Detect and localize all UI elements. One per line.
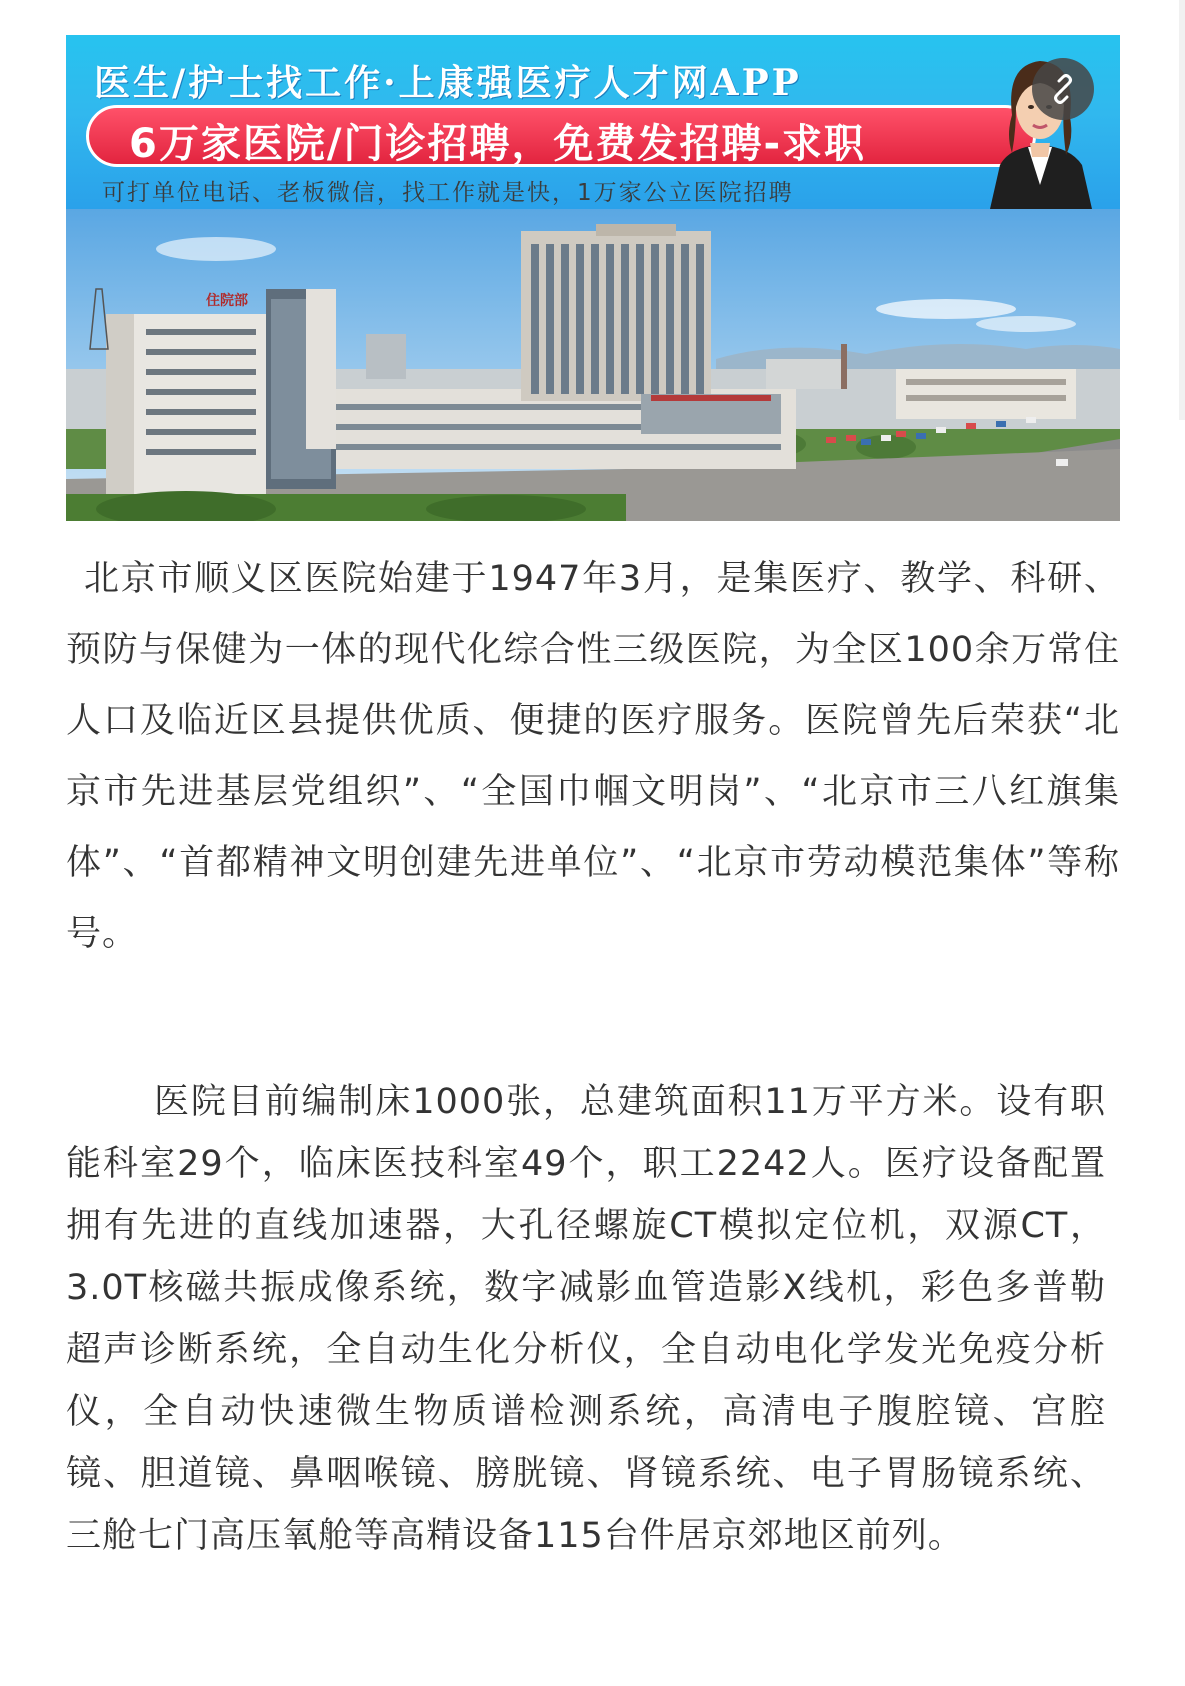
hospital-building-image — [66, 209, 1120, 521]
article-paragraph-1: 北京市顺义区医院始建于1947年3月，是集医疗、教学、科研、预防与保健为一体的现代化综合性三级医院，为全区100余万常住人口及临近区县提供优质、便捷的医疗服务。医院曾先后荣获“北京市先进基层党组织”、“全国巾帼文明岗”、“北京市三八红旗集体”、“首都精神文明创建先进单位”、“北京市劳动模范集体”等称号。 — [66, 559, 1120, 954]
banner-subtext: 可打单位电话、老板微信，找工作就是快，1万家公立医院招聘 — [102, 180, 794, 206]
link-button[interactable] — [1032, 58, 1094, 120]
inpatient-sign: 住院部 — [206, 293, 248, 309]
banner-woman-image — [970, 35, 1110, 209]
scrollbar[interactable] — [1179, 0, 1185, 420]
banner-pill — [86, 105, 1036, 167]
banner-slogan: 6万家医院/门诊招聘，免费发招聘-求职 — [129, 121, 867, 167]
banner-headline: 医生/护士找工作·上康强医疗人才网APP — [94, 62, 802, 104]
article-paragraph-2: 医院目前编制床1000张，总建筑面积11万平方米。设有职能科室29个，临床医技科室49个，职工2242人。医疗设备配置拥有先进的直线加速器，大孔径螺旋CT模拟定位机，双源CT，3.0T核磁共振成像系统，数字减影血管造影X线机，彩色多普勒超声诊断系统，全自动生化分析仪，全自动电化学发光免疫分析仪，全自动快速微生物质谱检测系统，高清电子腹腔镜、宫腔镜、胆道镜、鼻咽喉镜、膀胱镜、肾镜系统、电子胃肠镜系统、三舱七门高压氧舱等高精设备115台件居京郊地区前列。 — [66, 1082, 1106, 1556]
ad-banner[interactable] — [66, 35, 1120, 209]
hospital-photo — [66, 209, 1120, 521]
link-icon — [1048, 74, 1078, 104]
